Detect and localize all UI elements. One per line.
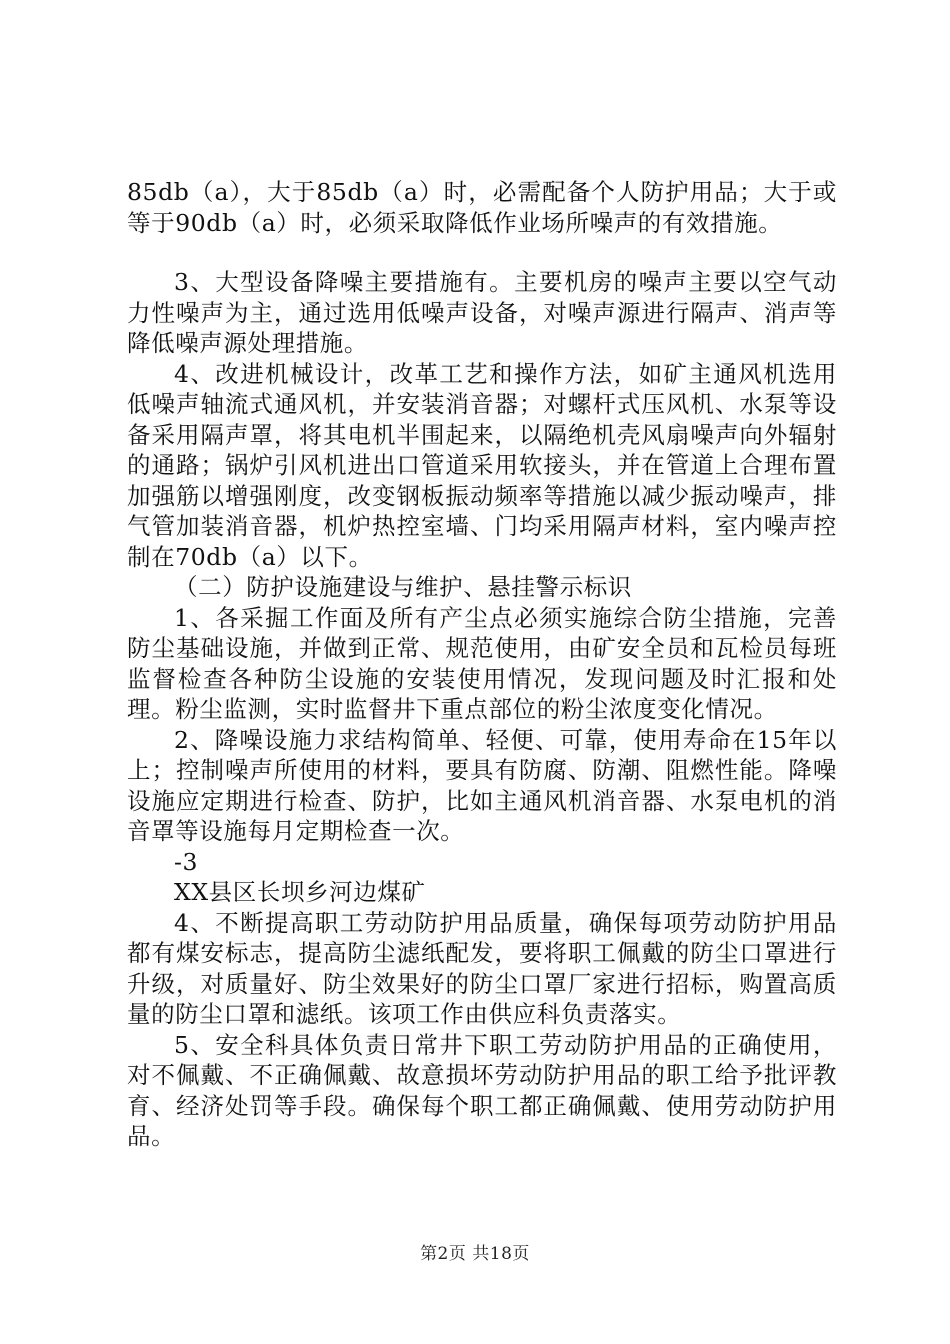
document-body (127, 267, 837, 1152)
mine-name-header: XX县区长坝乡河边煤矿 (174, 878, 426, 906)
paragraph-noise-reduction-large-equipment: 3、大型设备降噪主要措施有。主要机房的噪声主要以空气动力性噪声为主，通过选用低噪声设备，对噪声源进行隔声、消声等降低噪声源处理措施。 (127, 268, 837, 357)
paragraph-machine-design: 4、改进机械设计，改革工艺和操作方法，如矿主通风机选用低噪声轴流式通风机，并安装消音器；对螺杆式压风机、水泵等设备采用隔声罩，将其电机半围起来，以隔绝机壳风扇噪声向外辐射的通路；锅炉引风机进出口管道采用软接头，并在管道上合理布置加强筋以增强刚度，改变钢板振动频率等措施以减少振动噪声，排气管加装消音器，机炉热控室墙、门均采用隔声材料，室内噪声控制在70db（a）以下。 (127, 359, 837, 571)
paragraph-safety-department-responsibility: 5、安全科具体负责日常井下职工劳动防护用品的正确使用，对不佩戴、不正确佩戴、故意损坏劳动防护用品的职工给予批评教育、经济处罚等手段。确保每个职工都正确佩戴、使用劳动防护用品。 (127, 1030, 837, 1150)
section-heading-protection-facilities: （二）防护设施建设与维护、悬挂警示标识 (174, 573, 632, 601)
page-marker: -3 (174, 847, 199, 876)
document-body-top (127, 177, 837, 238)
paragraph-protective-equipment-quality: 4、不断提高职工劳动防护用品质量，确保每项劳动防护用品都有煤安标志，提高防尘滤纸配发，要将职工佩戴的防尘口罩进行升级，对质量好、防尘效果好的防尘口罩厂家进行招标，购置高质量的防尘口罩和滤纸。该项工作由供应科负责落实。 (127, 908, 837, 1028)
paragraph-noise-facilities: 2、降噪设施力求结构简单、轻便、可靠，使用寿命在15年以上；控制噪声所使用的材料，要具有防腐、防潮、阻燃性能。降噪设施应定期进行检查、防护，比如主通风机消音器、水泵电机的消音罩等设施每月定期检查一次。 (127, 725, 837, 845)
page-footer: 第2页 共18页 (420, 1244, 530, 1264)
paragraph-dust-prevention: 1、各采掘工作面及所有产尘点必须实施综合防尘措施，完善防尘基础设施，并做到正常、规范使用，由矿安全员和瓦检员每班监督检查各种防尘设施的安装使用情况，发现问题及时汇报和处理。粉尘监测，实时监督井下重点部位的粉尘浓度变化情况。 (127, 603, 837, 723)
continuation-paragraph: 85db（a），大于85db（a）时，必需配备个人防护用品；大于或等于90db（a）时，必须采取降低作业场所噪声的有效措施。 (127, 178, 837, 237)
